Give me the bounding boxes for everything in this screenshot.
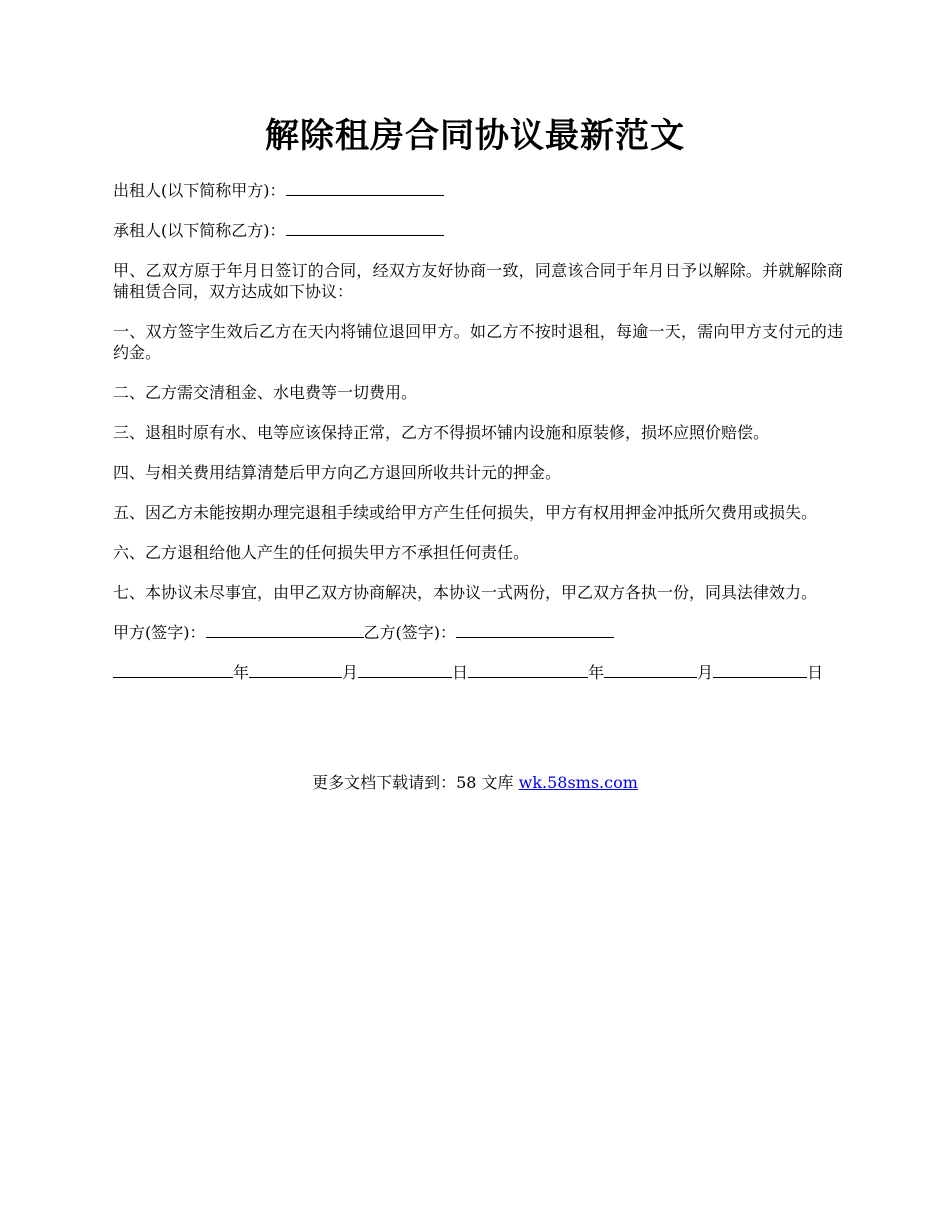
lessor-label: 出租人(以下简称甲方)： bbox=[113, 181, 286, 200]
lessor-blank bbox=[286, 180, 444, 196]
party-a-year-blank bbox=[113, 662, 233, 678]
party-a-month-blank bbox=[249, 662, 342, 678]
clause-4: 四、与相关费用结算清楚后甲方向乙方退回所收共计元的押金。 bbox=[113, 463, 562, 482]
lessee-label: 承租人(以下简称乙方)： bbox=[113, 221, 286, 240]
download-footer bbox=[0, 771, 950, 795]
lessee-blank bbox=[286, 220, 444, 236]
party-a-year-label: 年 bbox=[233, 663, 250, 682]
party-b-month-blank bbox=[604, 662, 697, 678]
clause-7: 七、本协议未尽事宜，由甲乙双方协商解决，本协议一式两份，甲乙双方各执一份，同具法律效力。 bbox=[113, 583, 818, 602]
clause-1: 一、双方签字生效后乙方在天内将铺位退回甲方。如乙方不按时退租，每逾一天，需向甲方支付元的违约金。 bbox=[113, 322, 843, 362]
date-line bbox=[113, 662, 843, 683]
clause-6: 六、乙方退租给他人产生的任何损失甲方不承担任何责任。 bbox=[113, 543, 530, 562]
party-b-day-label: 日 bbox=[807, 663, 824, 682]
party-a-day-blank bbox=[358, 662, 452, 678]
party-b-day-blank bbox=[713, 662, 807, 678]
lessor-line bbox=[113, 180, 843, 201]
party-b-year-blank bbox=[468, 662, 588, 678]
lessee-line bbox=[113, 220, 843, 241]
intro-paragraph: 甲、乙双方原于年月日签订的合同，经双方友好协商一致，同意该合同于年月日予以解除。并就解除商铺租赁合同，双方达成如下协议： bbox=[113, 261, 843, 301]
clause-3: 三、退租时原有水、电等应该保持正常，乙方不得损坏铺内设施和原装修，损坏应照价赔偿。 bbox=[113, 423, 770, 442]
document-body bbox=[113, 180, 843, 702]
party-b-month-label: 月 bbox=[697, 663, 714, 682]
party-a-day-label: 日 bbox=[452, 663, 469, 682]
document-title: 解除租房合同协议最新范文 bbox=[265, 116, 685, 156]
party-a-month-label: 月 bbox=[342, 663, 359, 682]
clause-5: 五、因乙方未能按期办理完退租手续或给甲方产生任何损失，甲方有权用押金冲抵所欠费用或损失。 bbox=[113, 503, 818, 522]
party-a-sign-label: 甲方(签字)： bbox=[113, 623, 206, 642]
party-a-sign-blank bbox=[206, 622, 364, 638]
footer-prefix: 更多文档下载请到：58 文库 bbox=[312, 773, 519, 792]
clause-2: 二、乙方需交清租金、水电费等一切费用。 bbox=[113, 383, 418, 402]
party-b-year-label: 年 bbox=[588, 663, 605, 682]
signature-line bbox=[113, 622, 843, 643]
party-b-sign-label: 乙方(签字)： bbox=[363, 623, 456, 642]
footer-link[interactable]: wk.58sms.com bbox=[518, 773, 638, 792]
party-b-sign-blank bbox=[456, 622, 614, 638]
